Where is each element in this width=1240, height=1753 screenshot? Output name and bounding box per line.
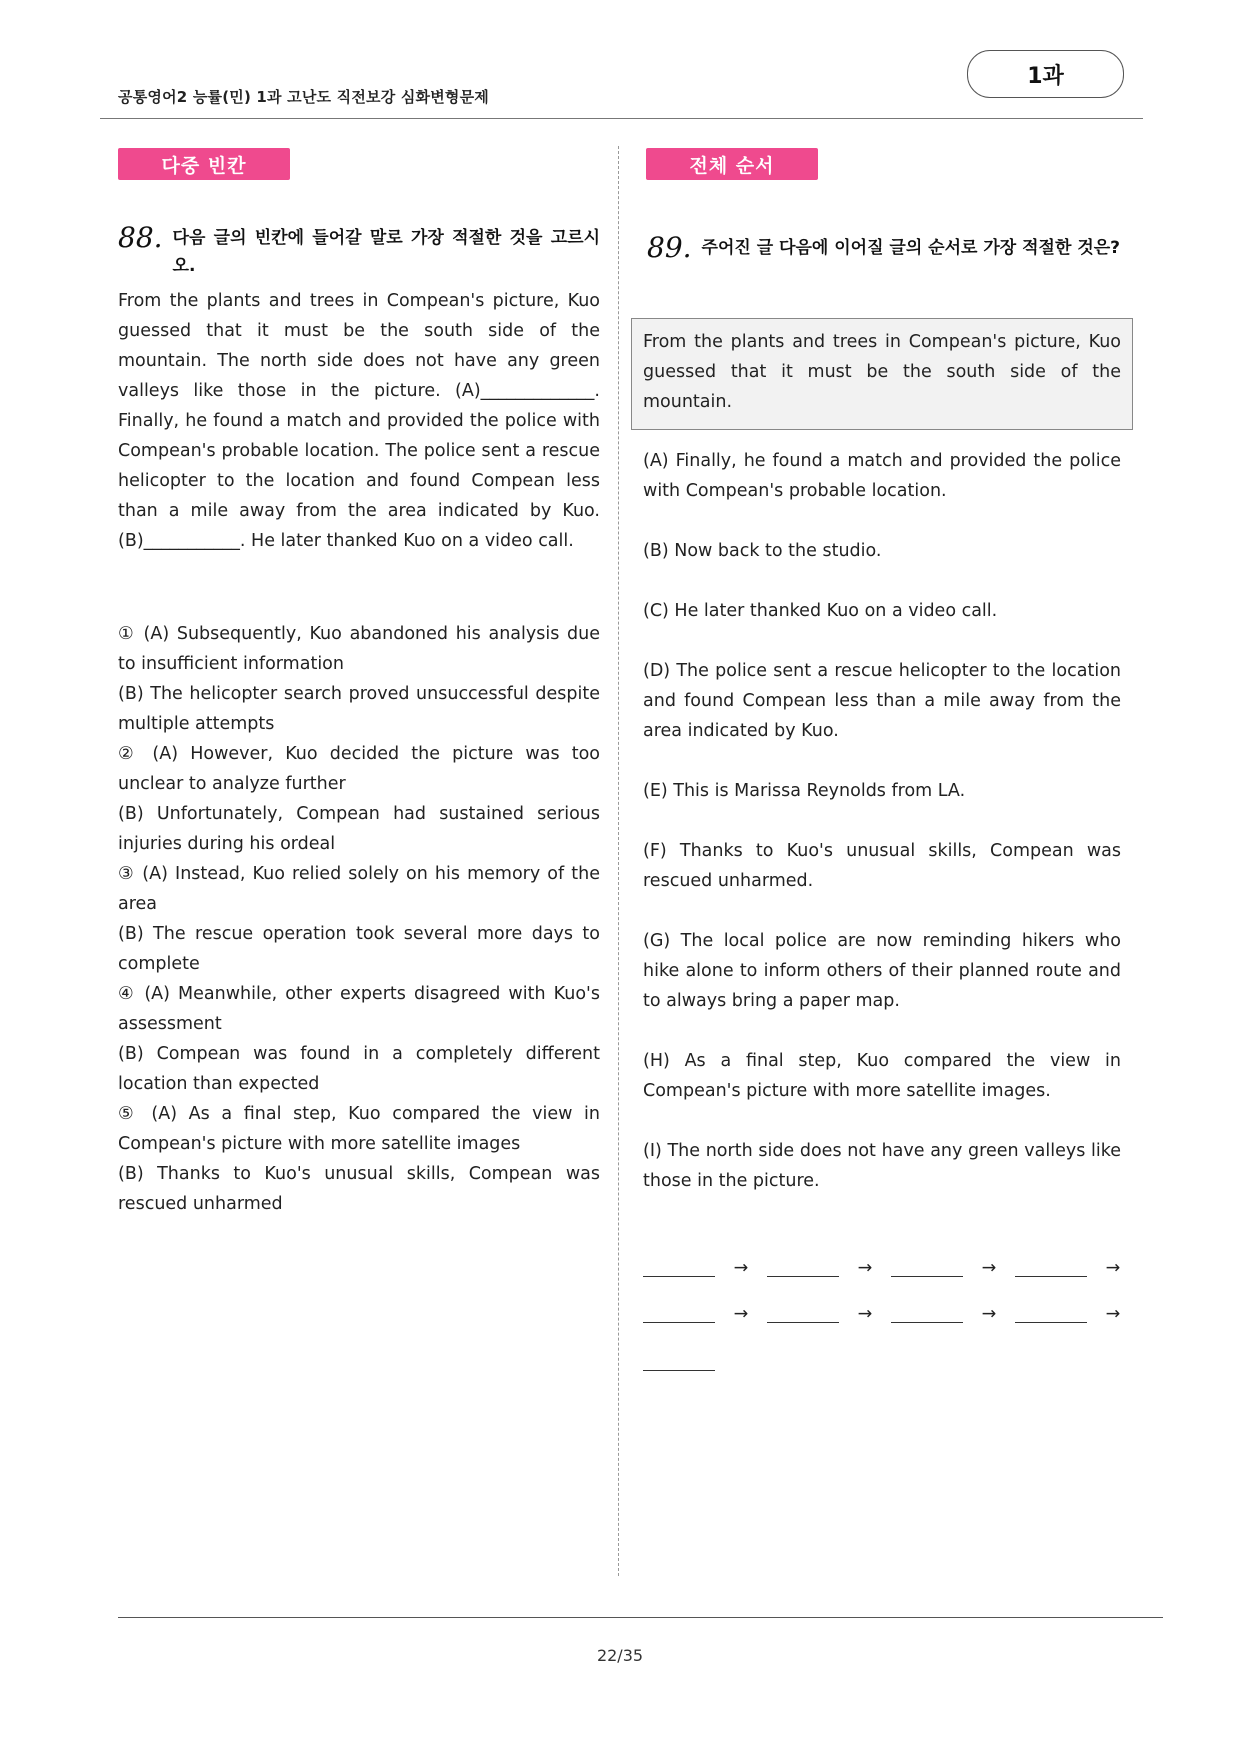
question-number: 89. <box>647 231 692 264</box>
arrow-icon: → <box>733 1258 749 1278</box>
arrow-icon: → <box>981 1304 997 1324</box>
arrow-icon: → <box>733 1304 749 1324</box>
section-label-full-order: 전체 순서 <box>646 148 818 180</box>
order-item-g: (G) The local police are now reminding hikers who hike alone to inform others of their planned route and to always bring a paper map. <box>643 931 1121 1011</box>
option-line: (B) The helicopter search proved unsuccessful despite multiple attempts <box>118 684 600 734</box>
order-item-f: (F) Thanks to Kuo's unusual skills, Compean was rescued unharmed. <box>643 841 1121 891</box>
question-88-header <box>118 221 600 280</box>
option-line: ① (A) Subsequently, Kuo abandoned his analysis due to insufficient information <box>118 624 600 674</box>
section-label-multi-blank: 다중 빈칸 <box>118 148 290 180</box>
question-number: 88. <box>118 221 163 254</box>
option-line: (B) Compean was found in a completely different location than expected <box>118 1044 600 1094</box>
arrow-icon: → <box>1105 1258 1121 1278</box>
footer-divider <box>118 1617 1163 1618</box>
order-item-e: (E) This is Marissa Reynolds from LA. <box>643 781 966 801</box>
order-item-a: (A) Finally, he found a match and provided the police with Compean's probable location. <box>643 451 1121 501</box>
option-line: ③ (A) Instead, Kuo relied solely on his memory of the area <box>118 864 600 914</box>
answer-row-2 <box>643 1304 1139 1324</box>
question-prompt: 다음 글의 빈칸에 들어갈 말로 가장 적절한 것을 고르시오. <box>172 228 600 276</box>
arrow-icon: → <box>857 1304 873 1324</box>
answer-row-1 <box>643 1258 1139 1278</box>
option-line: ② (A) However, Kuo decided the picture was too unclear to analyze further <box>118 744 600 794</box>
answer-blank[interactable] <box>1015 1258 1087 1277</box>
option-line: (B) The rescue operation took several more days to complete <box>118 924 600 974</box>
answer-row-3 <box>643 1352 715 1371</box>
answer-blank[interactable] <box>643 1304 715 1323</box>
answer-blank[interactable] <box>1015 1304 1087 1323</box>
order-item-d: (D) The police sent a rescue helicopter to the location and found Compean less than a mile away from the area indicated by Kuo. <box>643 661 1121 741</box>
column-divider <box>618 146 619 1576</box>
passage-88: From the plants and trees in Compean's picture, Kuo guessed that it must be the south side of the mountain. The north side does not have any green valleys like those in the picture. (A)_____________. Finally, he found a match and provided the police with Compean's probable location. The police sent a rescue helicopter to the location and found Compean less than a mile away from the area indicated by Kuo. (B)___________. He later thanked Kuo on a video call. <box>118 291 600 551</box>
answer-blank[interactable] <box>891 1304 963 1323</box>
options-88 <box>118 619 600 1219</box>
question-89-header <box>647 231 1125 264</box>
answer-blank[interactable] <box>643 1258 715 1277</box>
document-title: 공통영어2 능률(민) 1과 고난도 직전보강 심화변형문제 <box>118 88 489 106</box>
arrow-icon: → <box>981 1258 997 1278</box>
option-line: (B) Unfortunately, Compean had sustained serious injuries during his ordeal <box>118 804 600 854</box>
option-line: ④ (A) Meanwhile, other experts disagreed with Kuo's assessment <box>118 984 600 1034</box>
arrow-icon: → <box>857 1258 873 1278</box>
question-prompt: 주어진 글 다음에 이어질 글의 순서로 가장 적절한 것은? <box>701 238 1121 258</box>
option-line: ⑤ (A) As a final step, Kuo compared the view in Compean's picture with more satellite images <box>118 1104 600 1154</box>
answer-blank[interactable] <box>767 1258 839 1277</box>
order-item-h: (H) As a final step, Kuo compared the view in Compean's picture with more satellite images. <box>643 1051 1121 1101</box>
given-passage-box: From the plants and trees in Compean's picture, Kuo guessed that it must be the south side of the mountain. <box>631 318 1133 430</box>
arrow-icon: → <box>1105 1304 1121 1324</box>
answer-blank[interactable] <box>891 1258 963 1277</box>
order-item-c: (C) He later thanked Kuo on a video call. <box>643 601 998 621</box>
answer-blank[interactable] <box>643 1352 715 1371</box>
order-item-b: (B) Now back to the studio. <box>643 541 882 561</box>
answer-blank[interactable] <box>767 1304 839 1323</box>
option-line: (B) Thanks to Kuo's unusual skills, Compean was rescued unharmed <box>118 1164 600 1214</box>
header-divider <box>100 118 1143 119</box>
order-item-i: (I) The north side does not have any green valleys like those in the picture. <box>643 1141 1121 1191</box>
page-number: 22/35 <box>596 1646 644 1665</box>
lesson-badge: 1과 <box>967 50 1124 98</box>
